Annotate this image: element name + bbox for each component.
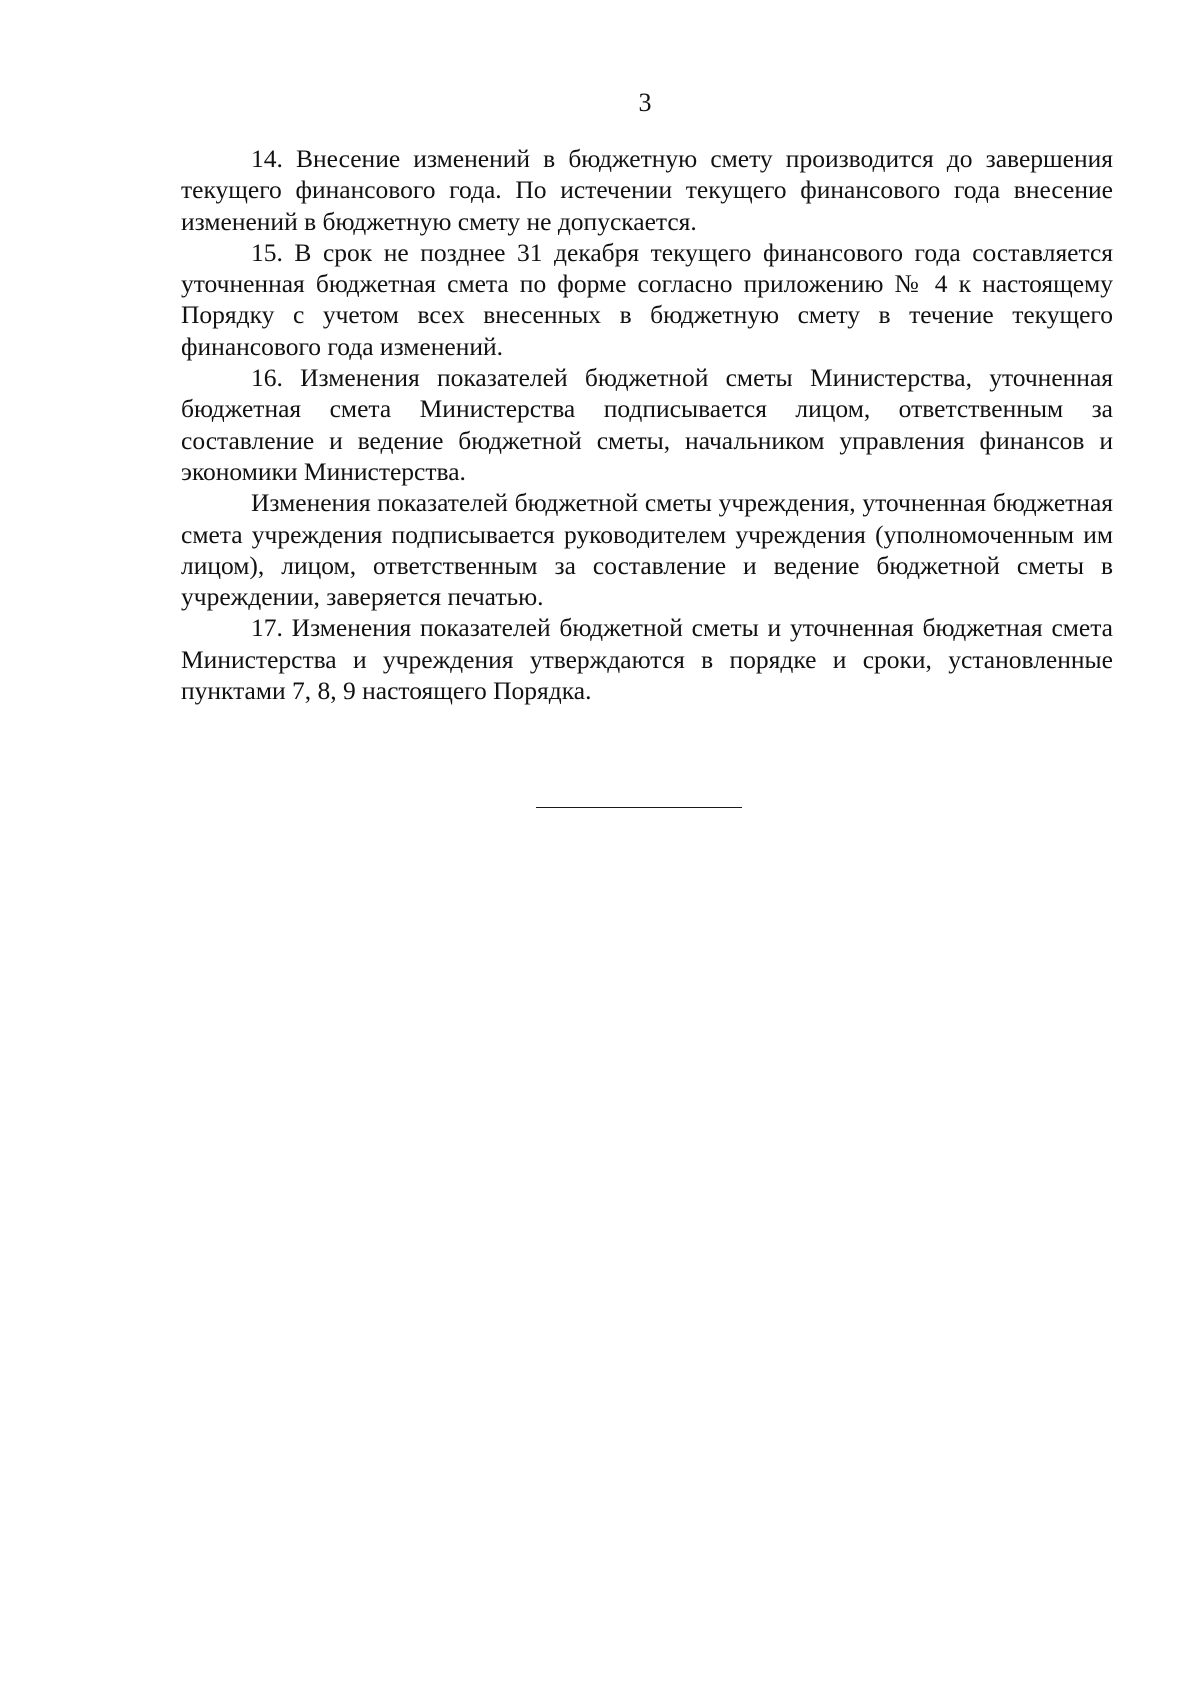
end-of-document-rule: [536, 807, 742, 808]
paragraph-item-15: 15. В срок не позднее 31 декабря текущего финансового года составляется уточненная бюджетная смета по форме согласно приложению № 4 к настоящему Порядку с учетом всех внесенных в бюджетную смету в течение текущего финансового года изменений.: [181, 237, 1113, 361]
paragraph-item-17: 17. Изменения показателей бюджетной сметы и уточненная бюджетная смета Министерства и учреждения утверждаются в порядке и сроки, установленные пунктами 7, 8, 9 настоящего Порядка.: [181, 613, 1113, 706]
paragraph-item-14: 14. Внесение изменений в бюджетную смету производится до завершения текущего финансового года. По истечении текущего финансового года внесение изменений в бюджетную смету не допускается.: [181, 144, 1113, 236]
paragraph-item-16-continued: Изменения показателей бюджетной сметы учреждения, уточненная бюджетная смета учреждения подписывается руководителем учреждения (уполномоченным им лицом), лицом, ответственным за составление и ведение бюджетной сметы в учреждении, заверяется печатью.: [181, 488, 1113, 612]
paragraph-item-16: 16. Изменения показателей бюджетной сметы Министерства, уточненная бюджетная смета Министерства подписывается лицом, ответственным за составление и ведение бюджетной сметы, начальником управления финансов и экономики Министерства.: [181, 363, 1113, 486]
document-body: [181, 143, 1113, 706]
page-number: 3: [638, 88, 652, 117]
